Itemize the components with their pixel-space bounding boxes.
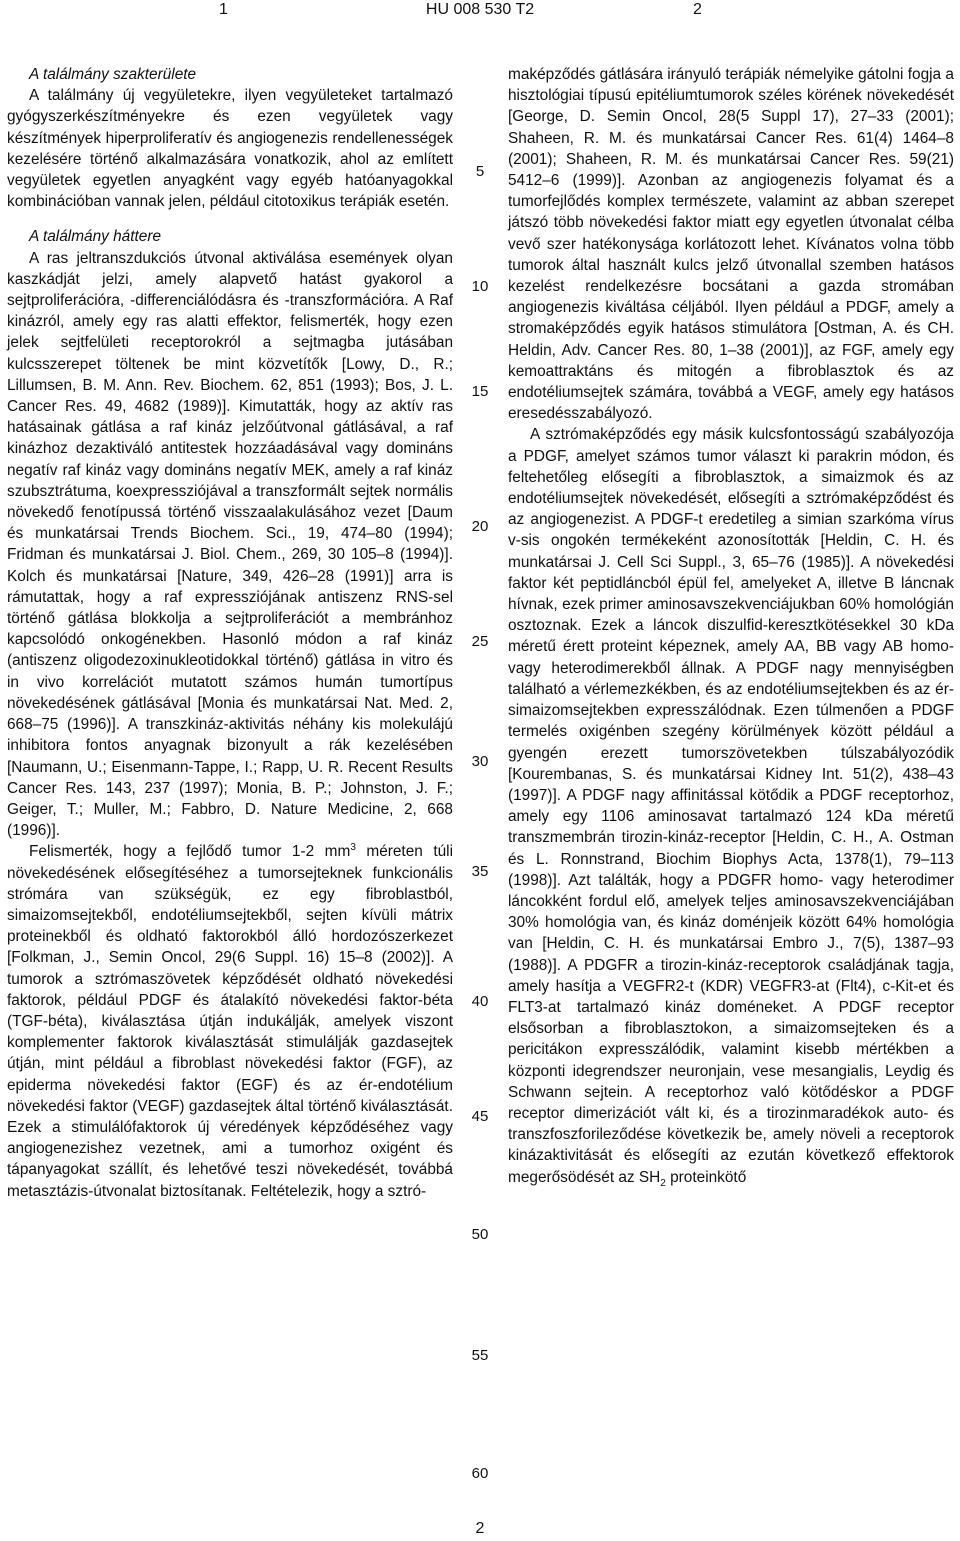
section-heading-field: A találmány szakterülete	[29, 66, 197, 83]
paragraph-stroma	[7, 841, 453, 1201]
line-number: 20	[471, 518, 489, 535]
footer-page-number: 2	[475, 1520, 485, 1537]
header-patent-number: HU 008 530 T2	[425, 1, 535, 18]
paragraph-pdgf	[508, 424, 954, 1187]
line-number: 10	[471, 278, 489, 295]
line-number: 40	[471, 993, 489, 1010]
line-number: 15	[471, 383, 489, 400]
paragraph-pdgf-text: A sztrómaképződés egy másik kulcsfontosságú szabályozója a PDGF, amelyet számos tumor választ ki parakrin módon, és feltehetőleg elősegíti a fibroblasztok, a simaizmok és az endotéliumsejtek növekedését, elősegíti a sztrómaképződést és az angiogenezist. A PDGF-t eredetileg a simian szarkóma vírus v-sis ongokén termékeként azonosították [Heldin, C. H. és munkatársai J. Cell Sci Suppl., 3, 65–76 (1985)]. A növekedési faktor két peptidláncból épül fel, amelyeket A, illetve B láncnak hívnak, ezek primer aminosavszekvenciájukban 60% homológián osztoznak. Ezek a láncok diszulfid-keresztkötésekkel 30 kDa méretű érett proteint képeznek, amely AA, BB vagy AB homo- vagy heterodimerekből állnak. A PDGF nagy mennyiségben található a vérlemezkékben, és az endotéliumsejtekben és az ér-simaizomsejtekben expresszálódnak. Ezen túlmenően a PDGF termelés oxigénben szegény körülmények között például a gyengén erezett tumorszövetekben túlszabályozódik [Kourembanas, S. és munkatársai Kidney Int. 51(2), 438–43 (1997)]. A PDGF nagy affinitással kötődik a PDGF receptorhoz, amely egy 1106 aminosavat tartalmazó 124 kDa méretű transzmembrán tirozin-kináz-receptor [Heldin, C. H., A. Ostman és L. Ronnstrand, Biochim Biophys Acta, 1378(1), 79–113 (1998)]. Azt találták, hogy a PDGFR homo- vagy heterodimer láncokként fordul elő, amelyek teljes aminosavszekvenciájában 30% homológia van, és kináz doménjeik között 64% homológia van [Heldin, C. H. és munkatársai Embro J., 7(5), 1387–93 (1988)]. A PDGFR a tirozin-kináz-receptorok családjának tagja, amely hasítja a VEGFR2-t (KDR) VEGFR3-at (Flt4), c-Kit-et és FLT3-at tartalmazó kináz doméneket. A PDGF receptor elsősorban a fibroblasztokon, a simaizomsejteken és a pericitákon expresszálódik, valamint kisebb mértékben a központi idegrendszer neuronjain, vese mesangialis, Leydig és Schwann sejtein. A receptorhoz való kötődéskor a PDGF receptor dimerizációt vált ki, és a tirozinmaradékok auto- és transzfoszforileződése következik be, amely növeli a receptorok kinázaktivitását és elősegíti az ezután következő effektorok megerősödését az SH	[508, 426, 954, 1186]
paragraph-stroma-text-b: méreten túli növekedésének elősegítéséhez a tumorsejteknek funkcionális strómára van szükségük, ez egy fibroblastból, simaizomsejtekből, endotéliumsejtekből, sejten kívüli mátrix proteinekből és oldható faktorokból álló hordozószerkezet [Folkman, J., Semin Oncol, 29(6 Suppl. 16) 15–8 (2002)]. A tumorok a sztrómaszövetek képződését oldható növekedési faktorok, például PDGF és átalakító növekedési faktor-béta (TGF-béta), kiválasztása útján indukálják, amelyek viszont komplementer faktorok kiválasztását stimulálják gazdasejtek útján, mint például a fibroblast növekedési faktor (FGF), az epiderma növekedési faktor (EGF) és az ér-endotélium növekedési faktor (VEGF) gazdasejtek által történő kiválasztását. Ezek a stimulálófaktorok új véredények képződéséhez vagy angiogenezishez vezetnek, ami a tumorhoz oxigént és tápanyagokat szállít, és lehetővé teszi növekedését, továbbá metasztázis-útvonalat biztosítanak. Feltételezik, hogy a sztró-	[7, 843, 454, 1200]
line-number: 35	[471, 863, 489, 880]
line-number: 25	[471, 633, 489, 650]
line-number: 55	[471, 1347, 489, 1364]
header-left-number: 1	[219, 1, 228, 18]
paragraph-field: A találmány új vegyületekre, ilyen vegyületeket tartalmazó gyógyszerkészítményekre és ezen vegyületek vagy készítmények hiperproliferatív és angiogenezis rendellenességek kezelésére történő alkalmazására vonatkozik, ahol az említett vegyületek egyetlen anyagként vagy egyéb hatóanyagokkal kombinációban vannak jelen, például citotoxikus terápiák esetén.	[7, 87, 453, 211]
paragraph-stroma-continued: maképződés gátlására irányuló terápiák némelyike gátolni fogja a hisztológiai típusú epitéliumtumorok széles körének növekedését [George, D. Semin Oncol, 28(5 Suppl 17), 27–33 (2001); Shaheen, R. M. és munkatársai Cancer Res. 61(4) 1464–8 (2001); Shaheen, R. M. és munkatársai Cancer Res. 59(21) 5412–6 (1999)]. Azonban az angiogenezis folyamat és a tumorfejlődés komplex természete, valamint az abban szerepet játszó több növekedési faktor miatt egy egyetlen útvonalat célba vevő szer hatékonysága korlátozott lehet. Kívánatos volna több tumorok által használt kulcs jelző útvonallal szemben hatásos kezelést rendelkezésre bocsátani a gazda stromában angiogenezis kiváltása céljából. Ilyen például a PDGF, amely a stromaképződés egyik hatásos stimulátora [Ostman, A. és CH. Heldin, Adv. Cancer Res. 80, 1–38 (2001)], az FGF, amely egy kemoattraktáns és mitogén a fibroblasztok és az endotéliumsejtek számára, továbbá a VEGF, amely egy hatásos eresedésszabályozó.	[508, 66, 954, 423]
paragraph-stroma-text-a: Felismerték, hogy a fejlődő tumor 1-2 mm	[29, 843, 351, 861]
paragraph-pdgf-tail: proteinkötő	[665, 1168, 747, 1186]
right-column	[508, 64, 954, 1188]
line-number: 30	[471, 753, 489, 770]
subscript-2: 2	[660, 1177, 666, 1189]
left-column	[7, 64, 453, 1202]
line-number: 45	[471, 1108, 489, 1125]
paragraph-background: A ras jeltranszdukciós útvonal aktiválása események olyan kaszkádját jelzi, amely alapvető hatást gyakorol a sejtproliferációra, -differenciálódásra és -transzformációra. A Raf kinázról, amely egy ras alatti effektor, felismerték, hogy ezen jelek sejtfelületi receptorokról a sejtmagba jutásában kulcsszerepet töltenek be mint közvetítők [Lowy, D., R.; Lillumsen, B. M. Ann. Rev. Biochem. 62, 851 (1993); Bos, J. L. Cancer Res. 49, 4682 (1989)]. Kimutatták, hogy az aktív ras hatásainak gátlása a raf kináz jelzőútvonal gátlásával, a raf kinázhoz dezaktiváló antitestek hozzáadásával vagy domináns negatív raf kináz vagy domináns negatív MEK, amely a raf kináz szubsztrátuma, koexpressziójával a transzformált sejtek normális növekedő fenotípussá történő visszaalakulásához vezet [Daum és munkatársai Trends Biochem. Sci., 19, 474–80 (1994); Fridman és munkatársai J. Biol. Chem., 269, 30 105–8 (1994)]. Kolch és munkatársai [Nature, 349, 426–28 (1991)] arra is rámutattak, hogy a raf expressziójának antiszenz RNS-sel történő gátlása blokkolja a sejtproliferációt a membránhoz kapcsolódó onkogénekben. Hasonló módon a raf kináz (antiszenz oligodezoxinukleotidokkal történő) gátlása in vitro és in vivo korrelációt mutatott számos humán tumortípus növekedésének gátlásával [Monia és munkatársai Nat. Med. 2, 668–75 (1996)]. A transzkináz-aktivitás néhány kis molekulájú inhibitora fontos anyagnak bizonyult a rák kezelésében [Naumann, U.; Eisenmann-Tappe, I.; Rapp, U. R. Recent Results Cancer Res. 143, 237 (1997); Monia, B. P.; Johnston, J. F.; Geiger, T.; Muller, M.; Fabbro, D. Nature Medicine, 2, 668 (1996)].	[7, 249, 453, 840]
line-number: 5	[475, 163, 485, 180]
line-number: 60	[471, 1465, 489, 1482]
line-number: 50	[471, 1226, 489, 1243]
superscript-3: 3	[350, 842, 356, 854]
section-heading-background: A találmány háttere	[29, 228, 162, 246]
header-right-number: 2	[693, 1, 702, 18]
